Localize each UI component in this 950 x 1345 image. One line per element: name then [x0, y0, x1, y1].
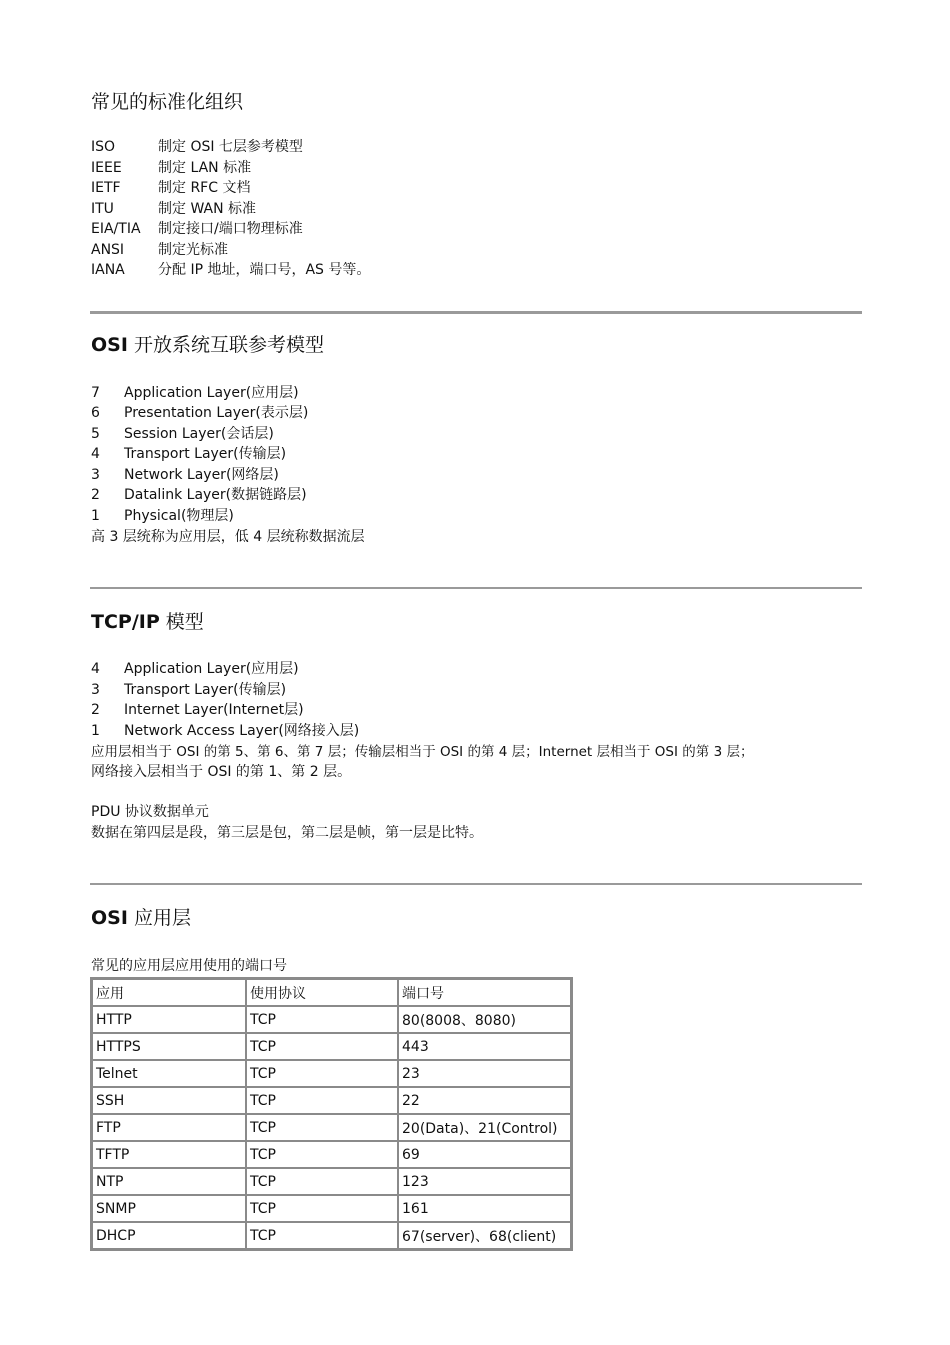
- org-row: [91, 137, 303, 157]
- org-value: 制定光标准: [158, 242, 228, 258]
- table-row: [92, 1033, 571, 1060]
- osi-heading-bold: OSI: [91, 334, 128, 356]
- org-row: [91, 199, 256, 219]
- layer-name: Application Layer(应用层): [124, 661, 299, 677]
- layer-name: Transport Layer(传输层): [124, 446, 287, 462]
- org-key: IANA: [91, 262, 125, 278]
- org-value: 制定 LAN 标准: [158, 160, 252, 176]
- tcpip-heading-bold: TCP/IP: [91, 611, 160, 633]
- section-divider: [90, 587, 862, 589]
- table-row: [92, 1006, 571, 1033]
- org-key: ITU: [91, 201, 114, 217]
- table-cell: HTTP: [92, 1006, 246, 1033]
- layer-number: 2: [91, 487, 100, 503]
- table-cell: 161: [398, 1195, 571, 1222]
- ports-table: [90, 977, 573, 1251]
- osi-layer-row: [91, 444, 286, 464]
- table-cell: 23: [398, 1060, 571, 1087]
- tcpip-note-line2: 网络接入层相当于 OSI 的第 1、第 2 层。: [91, 764, 352, 780]
- org-value: 制定 WAN 标准: [158, 201, 257, 217]
- pdu-title: PDU 协议数据单元: [91, 804, 209, 820]
- table-header-cell: 使用协议: [246, 979, 398, 1006]
- osi-heading-rest: 开放系统互联参考模型: [127, 334, 324, 356]
- org-key: ISO: [91, 139, 116, 155]
- app-heading: [91, 903, 191, 930]
- layer-name: Transport Layer(传输层): [124, 682, 287, 698]
- table-cell: 67(server)、68(client): [398, 1222, 571, 1249]
- org-key: IEEE: [91, 160, 122, 176]
- app-heading-bold: OSI: [91, 907, 128, 929]
- table-cell: SNMP: [92, 1195, 246, 1222]
- layer-name: Network Access Layer(网络接入层): [124, 723, 360, 739]
- table-cell: SSH: [92, 1087, 246, 1114]
- table-row: [92, 1222, 571, 1249]
- pdu-text: 数据在第四层是段，第三层是包，第二层是帧，第一层是比特。: [91, 825, 483, 841]
- table-row: [92, 1087, 571, 1114]
- org-value: 制定 RFC 文档: [158, 180, 251, 196]
- layer-number: 3: [91, 467, 100, 483]
- layer-number: 2: [91, 702, 100, 718]
- tcpip-layer-row: [91, 680, 286, 700]
- osi-layer-row: [91, 485, 307, 505]
- table-cell: Telnet: [92, 1060, 246, 1087]
- table-cell: TCP: [246, 1222, 398, 1249]
- org-row: [91, 240, 228, 260]
- layer-number: 4: [91, 661, 100, 677]
- org-row: [91, 158, 251, 178]
- table-row: [92, 1141, 571, 1168]
- table-cell: 80(8008、8080): [398, 1006, 571, 1033]
- org-key: EIA/TIA: [91, 221, 141, 237]
- org-key: ANSI: [91, 242, 125, 258]
- org-value: 分配 IP 地址，端口号，AS 号等。: [158, 262, 371, 278]
- table-row: [92, 1168, 571, 1195]
- table-cell: TCP: [246, 1195, 398, 1222]
- table-cell: TCP: [246, 1114, 398, 1141]
- osi-layer-row: [91, 424, 274, 444]
- table-cell: 20(Data)、21(Control): [398, 1114, 571, 1141]
- layer-name: Application Layer(应用层): [124, 385, 299, 401]
- table-row: [92, 1195, 571, 1222]
- table-cell: HTTPS: [92, 1033, 246, 1060]
- table-cell: TCP: [246, 1087, 398, 1114]
- osi-layer-row: [91, 465, 279, 485]
- tcpip-heading-rest: 模型: [159, 611, 204, 633]
- layer-number: 6: [91, 405, 100, 421]
- org-value: 制定接口/端口物理标准: [158, 221, 303, 237]
- orgs-heading: 常见的标准化组织: [91, 91, 244, 113]
- layer-number: 5: [91, 426, 100, 442]
- table-cell: 22: [398, 1087, 571, 1114]
- section-divider: [90, 311, 862, 314]
- table-header-cell: 端口号: [398, 979, 571, 1006]
- table-row: [92, 1114, 571, 1141]
- table-cell: TCP: [246, 1141, 398, 1168]
- layer-number: 1: [91, 508, 100, 524]
- layer-name: Session Layer(会话层): [124, 426, 274, 442]
- layer-name: Physical(物理层): [124, 508, 234, 524]
- org-row: [91, 178, 250, 198]
- layer-name: Datalink Layer(数据链路层): [124, 487, 307, 503]
- org-value: 制定 OSI 七层参考模型: [158, 139, 303, 155]
- org-row: [91, 219, 303, 239]
- osi-layer-row: [91, 506, 234, 526]
- table-cell: TCP: [246, 1060, 398, 1087]
- layer-name: Presentation Layer(表示层): [124, 405, 309, 421]
- tcpip-note-line1: 应用层相当于 OSI 的第 5、第 6、第 7 层；传输层相当于 OSI 的第 4 层；Internet 层相当于 OSI 的第 3 层；: [91, 744, 754, 760]
- layer-number: 3: [91, 682, 100, 698]
- tcpip-layer-row: [91, 700, 304, 720]
- table-cell: 443: [398, 1033, 571, 1060]
- layer-number: 4: [91, 446, 100, 462]
- table-cell: TCP: [246, 1033, 398, 1060]
- tcpip-layer-row: [91, 659, 299, 679]
- table-cell: NTP: [92, 1168, 246, 1195]
- table-cell: FTP: [92, 1114, 246, 1141]
- table-cell: 123: [398, 1168, 571, 1195]
- table-cell: TFTP: [92, 1141, 246, 1168]
- tcpip-layer-row: [91, 721, 359, 741]
- osi-layer-row: [91, 383, 299, 403]
- ports-table-caption: 常见的应用层应用使用的端口号: [91, 958, 287, 974]
- org-row: [91, 260, 370, 280]
- osi-heading: [91, 330, 324, 357]
- table-cell: DHCP: [92, 1222, 246, 1249]
- tcpip-heading: [91, 607, 204, 634]
- layer-name: Network Layer(网络层): [124, 467, 279, 483]
- osi-layer-row: [91, 403, 308, 423]
- table-cell: TCP: [246, 1006, 398, 1033]
- table-row: [92, 1060, 571, 1087]
- layer-number: 7: [91, 385, 100, 401]
- table-header-cell: 应用: [92, 979, 246, 1006]
- layer-name: Internet Layer(Internet层): [124, 702, 304, 718]
- section-divider: [90, 883, 862, 885]
- table-header-row: [92, 979, 571, 1006]
- osi-note: 高 3 层统称为应用层，低 4 层统称数据流层: [91, 529, 365, 545]
- layer-number: 1: [91, 723, 100, 739]
- app-heading-rest: 应用层: [127, 907, 191, 929]
- org-key: IETF: [91, 180, 121, 196]
- table-cell: 69: [398, 1141, 571, 1168]
- table-cell: TCP: [246, 1168, 398, 1195]
